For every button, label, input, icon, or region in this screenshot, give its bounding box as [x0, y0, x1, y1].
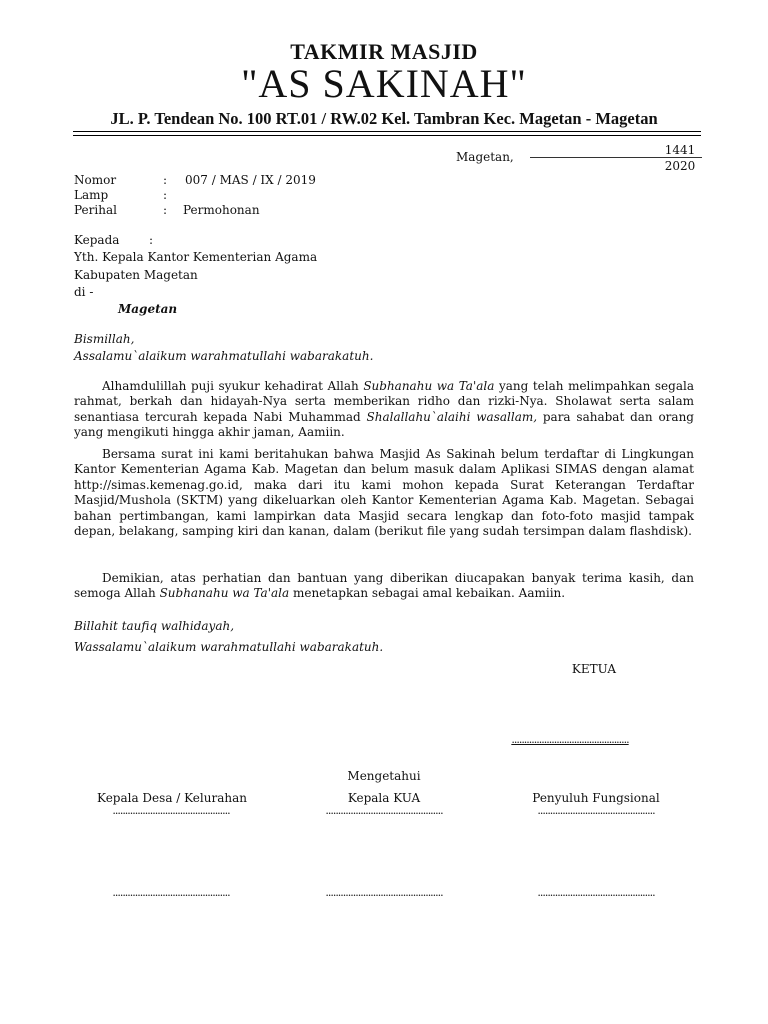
nomor-separator: : — [163, 173, 168, 187]
lamp-separator: : — [163, 188, 168, 202]
letterhead-rule-thin — [73, 135, 701, 136]
date-place: Magetan, — [456, 150, 514, 164]
salam-closing: Wassalamu`alaikum warahmatullahi wabarakatuh. — [74, 640, 384, 654]
body-paragraph-1 — [74, 379, 694, 441]
bismillah: Bismillah, — [74, 332, 135, 346]
perihal-label: Perihal — [74, 203, 117, 217]
mosque-address: JL. P. Tendean No. 100 RT.01 / RW.02 Kel. Tambran Kec. Magetan - Magetan — [110, 109, 658, 128]
body-p3-part-b: Subhanahu wa Ta'ala — [159, 586, 290, 601]
mosque-name-heading: "AS SAKINAH" — [241, 61, 527, 106]
body-p3-part-c: menetapkan sebagai amal kebaikan. Aamiin. — [289, 586, 566, 601]
billahit-closing: Billahit taufiq walhidayah, — [74, 619, 235, 633]
body-p1-part-a: Alhamdulillah puji syukur kehadirat Allah — [102, 379, 364, 393]
recipient-city: Magetan — [118, 302, 178, 316]
kepada-label: Kepada — [74, 233, 120, 247]
perihal-value: Permohonan — [183, 203, 260, 217]
body-p1-part-b: Subhanahu wa Ta'ala — [363, 379, 495, 393]
gregorian-year: 2020 — [664, 159, 696, 173]
lamp-label: Lamp — [74, 188, 109, 202]
penyuluh-title: Penyuluh Fungsional — [532, 791, 660, 805]
ketua-signature-line: ............................................... — [511, 733, 629, 746]
nomor-value: 007 / MAS / IX / 2019 — [185, 173, 316, 187]
ketua-title: KETUA — [571, 662, 617, 676]
letterhead-rule-thick — [73, 131, 701, 132]
nomor-label: Nomor — [74, 173, 117, 187]
perihal-separator: : — [163, 203, 168, 217]
body-p3-part-a: Demikian, atas perhatian dan bantuan yang diberikan diucapakan banyak terima kasih, dan semoga Allah — [74, 571, 694, 601]
organization-heading: TAKMIR MASJID — [290, 39, 478, 64]
kepala-desa-dots-top: ............................................... — [112, 804, 230, 817]
mengetahui-label: Mengetahui — [347, 769, 421, 783]
body-paragraph-2: Bersama surat ini kami beritahukan bahwa Masjid As Sakinah belum terdaftar di Lingkungan Kantor Kementerian Agama Kab. Magetan dan belum masuk dalam Aplikasi SIMAS dengan alamat http://simas.kemenag.go.id, maka dari itu kami mohon kepada Surat Keterangan Terdaftar Masjid/Mushola (SKTM) yang dikeluarkan oleh Kantor Kementerian Agama Kab. Magetan. Sebagai bahan pertimbangan, kami lampirkan data Masjid secara lengkap dan foto-foto masjid tampak depan, belakang, samping kiri dan kanan, dalam (berikut file yang sudah tersimpan dalam flashdisk). — [74, 447, 694, 539]
body-paragraph-3 — [74, 571, 694, 602]
recipient-line-3: di - — [74, 285, 94, 299]
date-line — [530, 157, 702, 158]
body-p1-part-e: para sahabat dan orang yang mengikuti hingga akhir jaman, Aamiin. — [74, 409, 694, 440]
penyuluh-signature-line: ............................................... — [537, 886, 655, 899]
hijri-year: 1441 — [664, 143, 696, 157]
kepala-desa-title: Kepala Desa / Kelurahan — [97, 791, 247, 805]
penyuluh-dots-top: ............................................... — [537, 804, 655, 817]
recipient-line-1: Yth. Kepala Kantor Kementerian Agama — [74, 250, 318, 264]
salam-opening: Assalamu`alaikum warahmatullahi wabarakatuh. — [74, 349, 374, 363]
body-p1-part-c: yang telah melimpahkan segala rahmat, berkah dan hidayah-Nya serta memberikan ridho dan rizki-Nya. Sholawat serta salam senantiasa tercurah kepada Nabi Muhammad — [74, 379, 694, 424]
body-p1-part-d: Shalallahu`alaihi wasallam, — [366, 409, 538, 424]
kepala-kua-dots-top: ............................................... — [325, 804, 443, 817]
recipient-line-2: Kabupaten Magetan — [74, 268, 198, 282]
kepala-desa-signature-line: ............................................... — [112, 886, 230, 899]
kepala-kua-signature-line: ............................................... — [325, 886, 443, 899]
kepada-separator: : — [149, 233, 154, 247]
kepala-kua-title: Kepala KUA — [347, 791, 421, 805]
